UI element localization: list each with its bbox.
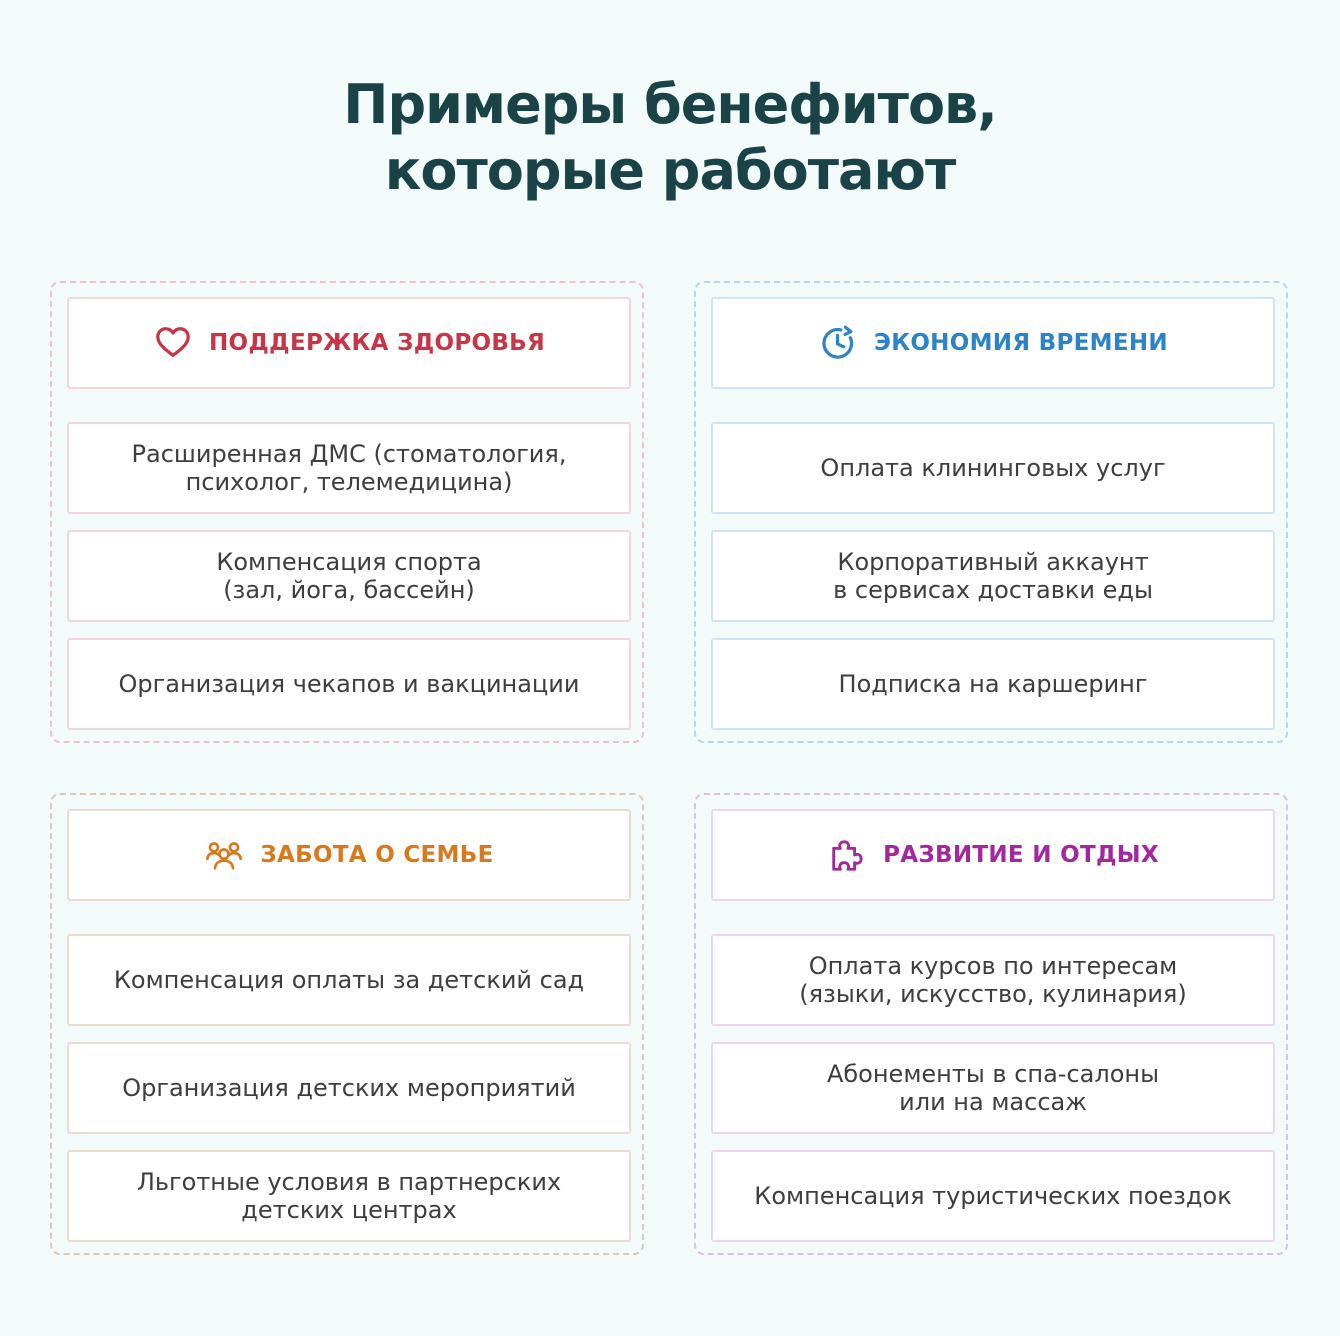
page-title: [0, 72, 1340, 204]
group-family-header: [67, 809, 631, 901]
benefit-text: Оплата курсов по интересам (языки, искусство, кулинария): [799, 952, 1187, 1008]
group-development-header: [711, 809, 1275, 901]
group-family-heading: ЗАБОТА О СЕМЬЕ: [260, 842, 494, 868]
benefit-text: Абонементы в спа-салоны или на массаж: [826, 1060, 1160, 1116]
benefit-card: [711, 530, 1275, 622]
group-health-support: [50, 281, 644, 743]
benefit-card: [67, 530, 631, 622]
benefit-text: Организация чекапов и вакцинации: [118, 670, 580, 698]
benefit-card: [711, 638, 1275, 730]
group-time-header: [711, 297, 1275, 389]
group-health-header: [67, 297, 631, 389]
group-family-care: [50, 793, 644, 1255]
heart-icon: [153, 323, 193, 363]
benefit-card: [67, 934, 631, 1026]
clock-icon: [818, 323, 858, 363]
benefit-text: Компенсация туристических поездок: [754, 1182, 1232, 1210]
benefit-text: Льготные условия в партнерских детских центрах: [136, 1168, 562, 1224]
benefit-card: [711, 1150, 1275, 1242]
page-title-line-1: Примеры бенефитов,: [343, 73, 997, 136]
group-health-heading: ПОДДЕРЖКА ЗДОРОВЬЯ: [208, 330, 546, 356]
benefit-text: Корпоративный аккаунт в сервисах доставки еды: [833, 548, 1153, 604]
benefit-text: Компенсация оплаты за детский сад: [113, 966, 585, 994]
benefit-text: Расширенная ДМС (стоматология, психолог, телемедицина): [131, 440, 567, 496]
benefit-card: [67, 638, 631, 730]
benefit-card: [67, 422, 631, 514]
benefit-card: [711, 934, 1275, 1026]
family-icon: [204, 835, 244, 875]
group-development-heading: РАЗВИТИЕ И ОТДЫХ: [883, 842, 1159, 868]
benefit-card: [711, 422, 1275, 514]
group-development-leisure: [694, 793, 1288, 1255]
benefit-text: Компенсация спорта (зал, йога, бассейн): [216, 548, 482, 604]
puzzle-icon: [827, 835, 867, 875]
page-title-line-2: которые работают: [384, 139, 956, 202]
benefit-card: [67, 1042, 631, 1134]
benefit-card: [711, 1042, 1275, 1134]
benefit-text: Организация детских мероприятий: [122, 1074, 576, 1102]
group-time-saving: [694, 281, 1288, 743]
group-time-heading: ЭКОНОМИЯ ВРЕМЕНИ: [874, 330, 1168, 356]
benefit-card: [67, 1150, 631, 1242]
benefit-text: Оплата клининговых услуг: [820, 454, 1166, 482]
benefit-text: Подписка на каршеринг: [838, 670, 1148, 698]
